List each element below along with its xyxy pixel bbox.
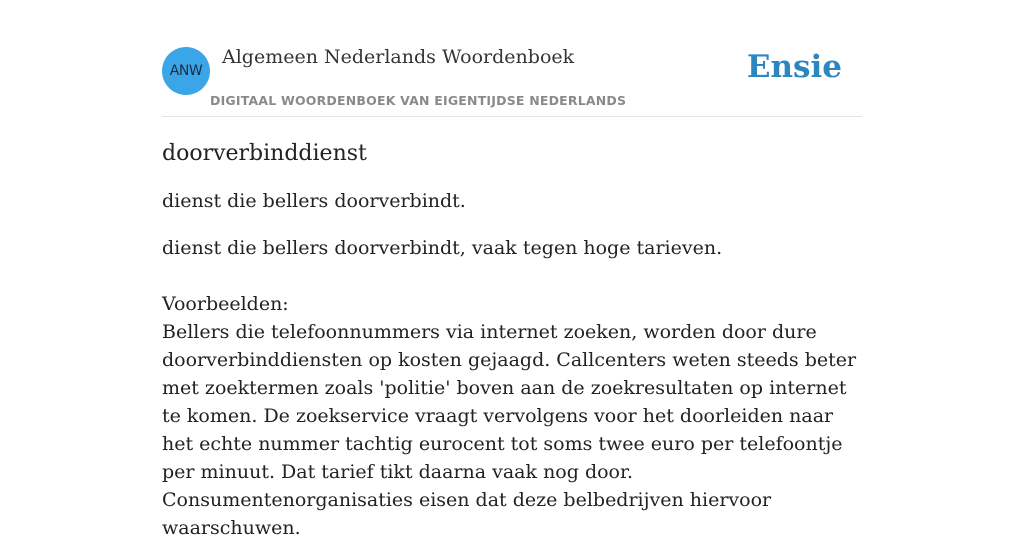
site-header [162,46,862,117]
example-text: Bellers die telefoonnummers via internet zoeken, worden door dure doorverbinddiensten op kosten gejaagd. Callcenters weten steeds beter met zoektermen zoals 'politie' boven aan de zoekresultaten op internet te komen. De zoekservice vraagt vervolgens voor het doorleiden naar het echte nummer tachtig eurocent tot soms twee euro per telefoontje per minuut. Dat tarief tikt daarna vaak nog door. Consumentenorganisaties eisen dat deze belbedrijven hiervoor waarschuwen. [162,321,857,539]
page-title: doorverbinddienst [162,141,367,166]
examples-label: Voorbeelden: [162,293,289,315]
full-definition: dienst die bellers doorverbindt, vaak tegen hoge tarieven. [162,237,723,259]
site-tagline: DIGITAAL WOORDENBOEK VAN EIGENTIJDSE NEDERLANDS [210,93,627,108]
ensie-brand-logo[interactable]: Ensie [746,49,842,85]
site-title[interactable]: Algemeen Nederlands Woordenboek [222,46,575,68]
short-definition: dienst die bellers doorverbindt. [162,190,466,212]
anw-logo[interactable]: ANW [162,47,210,95]
entry-content [162,138,862,542]
